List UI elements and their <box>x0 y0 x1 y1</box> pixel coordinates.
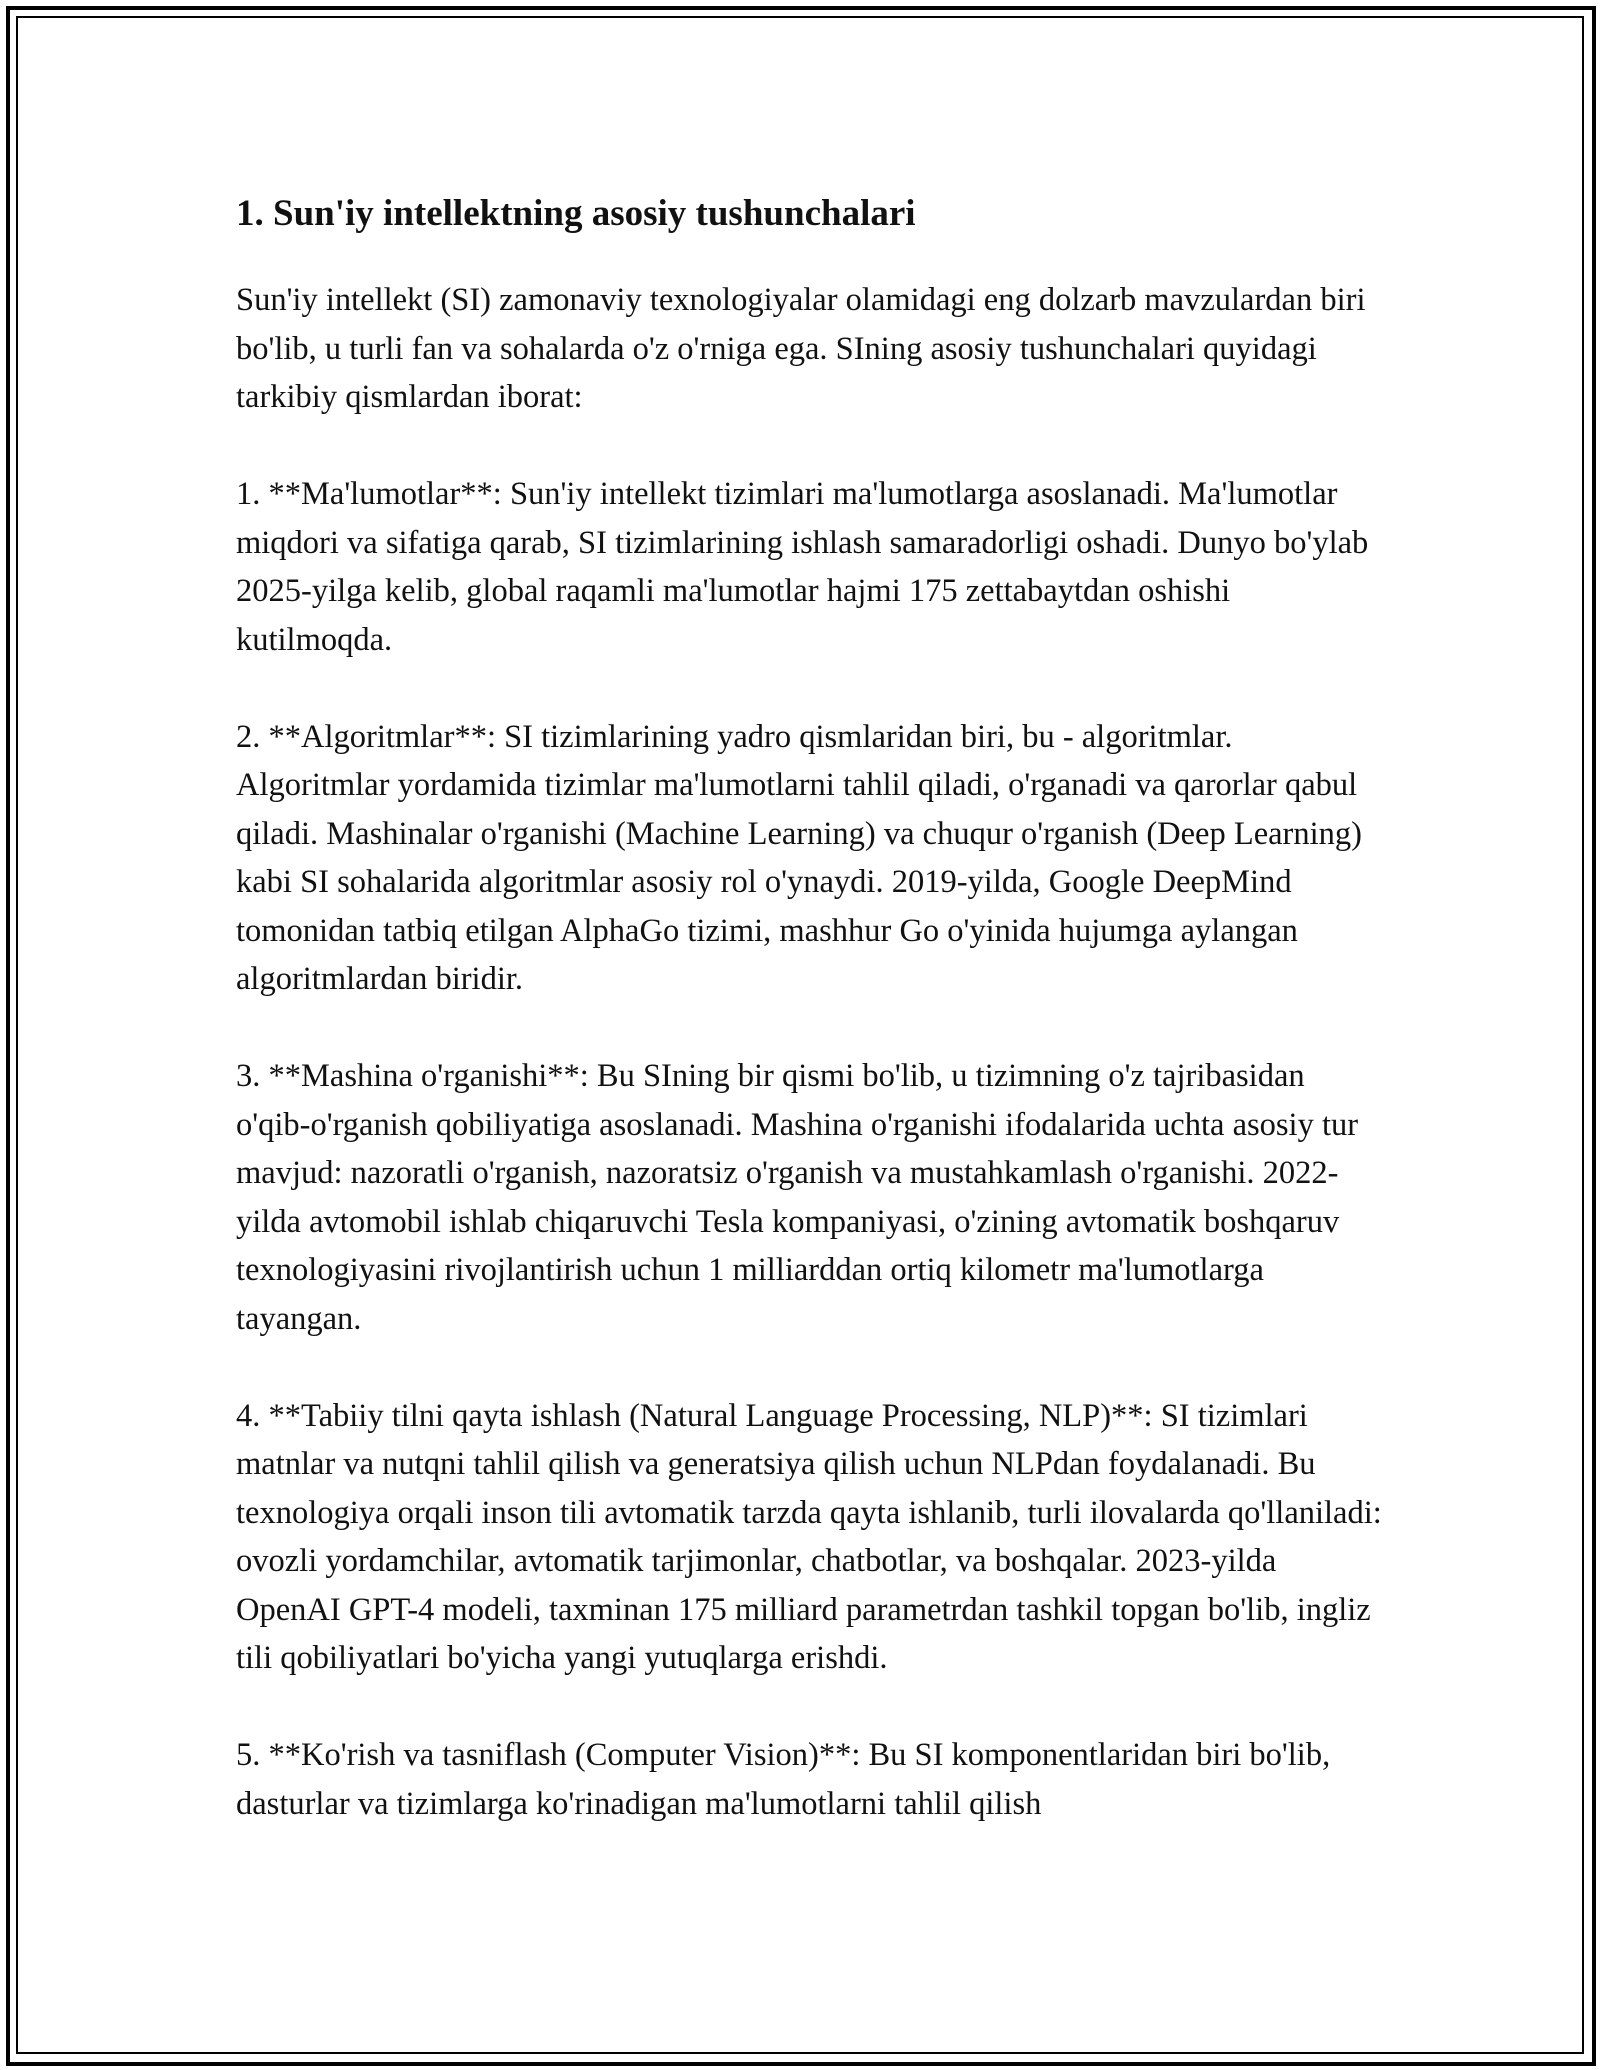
paragraph-machine-learning: 3. **Mashina o'rganishi**: Bu SIning bir qismi bo'lib, u tizimning o'z tajribasidan o'qib-o'rganish qobiliyatiga asoslanadi. Mashina o'rganishi ifodalarida uchta asosiy tur mavjud: nazoratli o'rganish, nazoratsiz o'rganish va mustahkamlash o'rganishi. 2022-yilda avtomobil ishlab chiqaruvchi Tesla kompaniyasi, o'zining avtomatik boshqaruv texnologiyasini rivojlantirish uchun 1 milliarddan ortiq kilometr ma'lumotlarga tayangan. <box>236 1058 1359 1337</box>
intro-paragraph: Sun'iy intellekt (SI) zamonaviy texnologiyalar olamidagi eng dolzarb mavzulardan biri bo'lib, u turli fan va sohalarda o'z o'rniga ega. SIning asosiy tushunchalari quyidagi tarkibiy qismlardan iborat: <box>236 282 1366 415</box>
paragraph-algorithms: 2. **Algoritmlar**: SI tizimlarining yadro qismlaridan biri, bu - algoritmlar. Algoritmlar yordamida tizimlar ma'lumotlarni tahlil qiladi, o'rganadi va qarorlar qabul qiladi. Mashinalar o'rganishi (Machine Learning) va chuqur o'rganish (Deep Learning) kabi SI sohalarida algoritmlar asosiy rol o'ynaydi. 2019-yilda, Google DeepMind tomonidan tatbiq etilgan AlphaGo tizimi, mashhur Go o'yinida hujumga aylangan algoritmlardan biridir. <box>236 718 1362 997</box>
paragraph-computer-vision: 5. **Ko'rish va tasniflash (Computer Vision)**: Bu SI komponentlaridan biri bo'lib, dasturlar va tizimlarga ko'rinadigan ma'lumotlarni tahlil qilish <box>236 1737 1331 1822</box>
document-body <box>236 185 1386 1828</box>
paragraph-data: 1. **Ma'lumotlar**: Sun'iy intellekt tizimlari ma'lumotlarga asoslanadi. Ma'lumotlar miqdori va sifatiga qarab, SI tizimlarining ishlash samaradorligi oshadi. Dunyo bo'ylab 2025-yilga kelib, global raqamli ma'lumotlar hajmi 175 zettabaytdan oshishi kutilmoqda. <box>236 476 1369 658</box>
section-title: 1. Sun'iy intellektning asosiy tushunchalari <box>236 193 916 234</box>
paragraph-nlp: 4. **Tabiiy tilni qayta ishlash (Natural Language Processing, NLP)**: SI tizimlari matnlar va nutqni tahlil qilish va generatsiya qilish uchun NLPdan foydalanadi. Bu texnologiya orqali inson tili avtomatik tarzda qayta ishlanib, turli ilovalarda qo'llaniladi: ovozli yordamchilar, avtomatik tarjimonlar, chatbotlar, va boshqalar. 2023-yilda OpenAI GPT-4 modeli, taxminan 175 milliard parametrdan tashkil topgan bo'lib, ingliz tili qobiliyatlari bo'yicha yangi yutuqlarga erishdi. <box>236 1397 1382 1676</box>
